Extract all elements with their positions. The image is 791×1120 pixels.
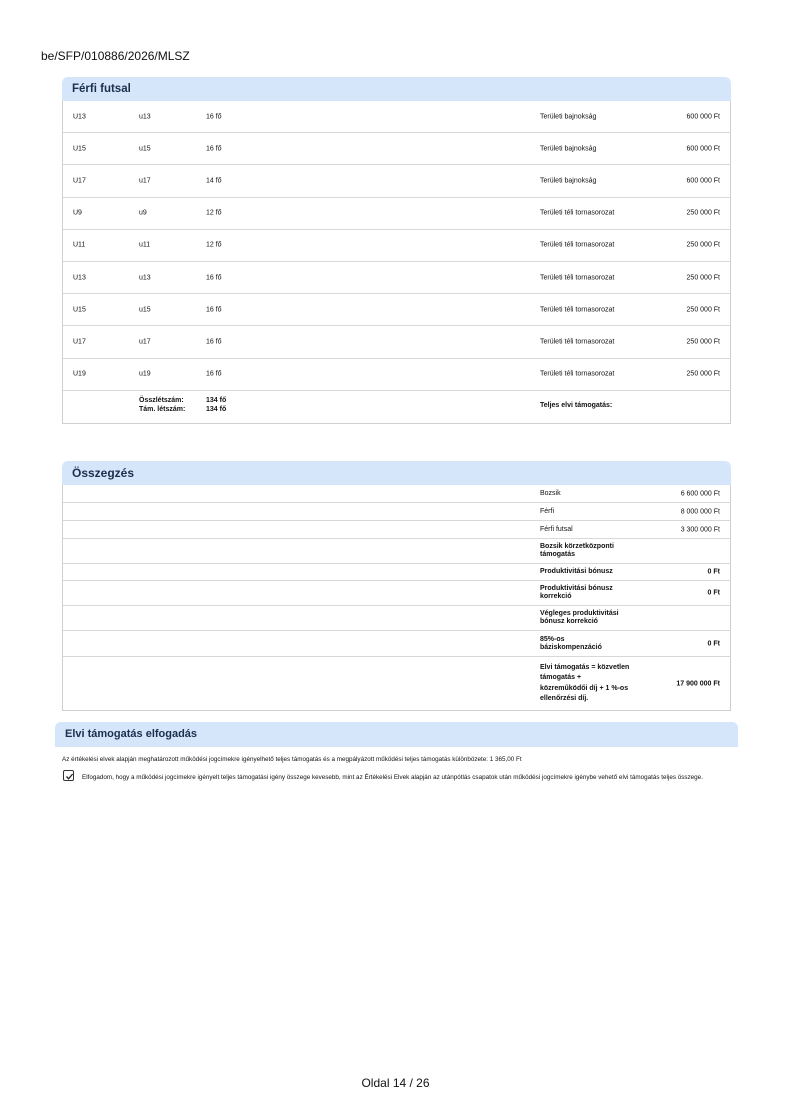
row-amount: 250 000 Ft [686, 241, 720, 249]
row-category: U13 [73, 274, 86, 282]
summary-row [63, 521, 730, 539]
page-number: Oldal 14 / 26 [361, 1076, 430, 1090]
summary-row [63, 631, 730, 657]
futsal-section-title: Férfi futsal [62, 77, 731, 101]
summary-section-title: Összegzés [62, 461, 731, 485]
row-amount: 600 000 Ft [686, 177, 720, 185]
row-category: U15 [73, 145, 86, 153]
row-competition-type: Területi téli tornasorozat [540, 209, 615, 217]
summary-table [62, 485, 731, 711]
table-row [63, 198, 730, 230]
total-headcount-label: Összlétszám: [139, 396, 184, 404]
row-competition-type: Területi téli tornasorozat [540, 370, 615, 378]
row-category: U17 [73, 177, 86, 185]
row-age-group: u15 [139, 306, 151, 314]
row-headcount: 16 fő [206, 145, 222, 153]
summary-label: Férfi [540, 507, 554, 515]
summary-label: Bozsik körzetközponti támogatás [540, 543, 614, 558]
row-amount: 250 000 Ft [686, 306, 720, 314]
row-age-group: u15 [139, 145, 151, 153]
table-row [63, 101, 730, 133]
row-amount: 250 000 Ft [686, 209, 720, 217]
row-amount: 250 000 Ft [686, 274, 720, 282]
table-row [63, 326, 730, 358]
table-row [63, 359, 730, 391]
checkbox-label: Elfogadom, hogy a működési jogcímekre igényelt teljes támogatási igény összege kevesebb, mint az Értékelési Elvek alapján az utánpótlás csapatok után működési jogcímekre igénybe vehető elvi támogatás teljes összege. [82, 774, 703, 781]
table-row [63, 294, 730, 326]
summary-value: 17 900 000 Ft [676, 680, 720, 687]
futsal-section [62, 77, 731, 424]
totals-row [63, 391, 730, 423]
acceptance-section [55, 722, 738, 747]
row-competition-type: Területi téli tornasorozat [540, 338, 615, 346]
summary-label: Férfi futsal [540, 525, 573, 533]
row-headcount: 14 fő [206, 177, 222, 185]
summary-value: 0 Ft [707, 640, 720, 647]
summary-value: 8 000 000 Ft [680, 508, 720, 515]
row-age-group: u19 [139, 370, 151, 378]
row-headcount: 16 fő [206, 306, 222, 314]
summary-label: 85%-os báziskompenzáció [540, 635, 602, 651]
summary-value: 0 Ft [707, 568, 720, 576]
row-age-group: u17 [139, 177, 151, 185]
summary-section [62, 461, 731, 711]
document-id: be/SFP/010886/2026/MLSZ [41, 49, 190, 63]
full-support-label: Teljes elvi támogatás: [540, 401, 613, 409]
summary-row [63, 485, 730, 503]
summary-label: Bozsik [540, 489, 561, 497]
row-headcount: 16 fő [206, 274, 222, 282]
summary-label: Produktivitási bónusz [540, 568, 613, 575]
row-competition-type: Területi téli tornasorozat [540, 241, 615, 249]
row-amount: 600 000 Ft [686, 113, 720, 121]
row-amount: 250 000 Ft [686, 338, 720, 346]
row-age-group: u13 [139, 113, 151, 121]
row-headcount: 16 fő [206, 113, 222, 121]
row-category: U19 [73, 370, 86, 378]
summary-label: Elvi támogatás = közvetlen támogatás + közreműködői díj + 1 %-os ellenőrzési díj. [540, 663, 630, 702]
summary-label: Produktivitási bónusz korrekció [540, 585, 613, 600]
row-competition-type: Területi bajnokság [540, 177, 597, 185]
table-row [63, 133, 730, 165]
row-competition-type: Területi téli tornasorozat [540, 274, 615, 282]
summary-row [63, 539, 730, 564]
total-headcount-value: 134 fő [206, 396, 227, 404]
summary-row [63, 503, 730, 521]
summary-row [63, 657, 730, 710]
row-age-group: u11 [139, 241, 151, 249]
row-amount: 250 000 Ft [686, 370, 720, 378]
row-amount: 600 000 Ft [686, 145, 720, 153]
row-age-group: u13 [139, 274, 151, 282]
futsal-table [62, 101, 731, 424]
row-competition-type: Területi bajnokság [540, 113, 597, 121]
difference-text: Az értékelési elvek alapján meghatározott működési jogcímekre igényelhető teljes támogatás és a megpályázott működési teljes támogatás különbözete: 1 365,00 Ft [62, 756, 522, 763]
table-row [63, 262, 730, 294]
table-row [63, 165, 730, 197]
summary-value: 6 600 000 Ft [680, 490, 720, 497]
row-category: U11 [73, 241, 86, 249]
summary-label: Végleges produktivitási bónusz korrekció [540, 610, 619, 625]
summary-row [63, 581, 730, 606]
supported-headcount-label: Tám. létszám: [139, 405, 186, 413]
row-category: U9 [73, 209, 82, 217]
supported-headcount-value: 134 fő [206, 405, 227, 413]
row-competition-type: Területi bajnokság [540, 145, 597, 153]
summary-value: 0 Ft [707, 589, 720, 597]
row-headcount: 12 fő [206, 209, 222, 217]
row-competition-type: Területi téli tornasorozat [540, 306, 615, 314]
row-age-group: u17 [139, 338, 151, 346]
summary-row [63, 606, 730, 631]
row-headcount: 16 fő [206, 338, 222, 346]
row-headcount: 12 fő [206, 241, 222, 249]
summary-value: 3 300 000 Ft [680, 526, 720, 533]
row-age-group: u9 [139, 209, 147, 217]
row-category: U15 [73, 306, 86, 314]
row-headcount: 16 fő [206, 370, 222, 378]
row-category: U17 [73, 338, 86, 346]
acceptance-section-title: Elvi támogatás elfogadás [55, 722, 738, 747]
row-category: U13 [73, 113, 86, 121]
summary-row [63, 564, 730, 581]
table-row [63, 230, 730, 262]
